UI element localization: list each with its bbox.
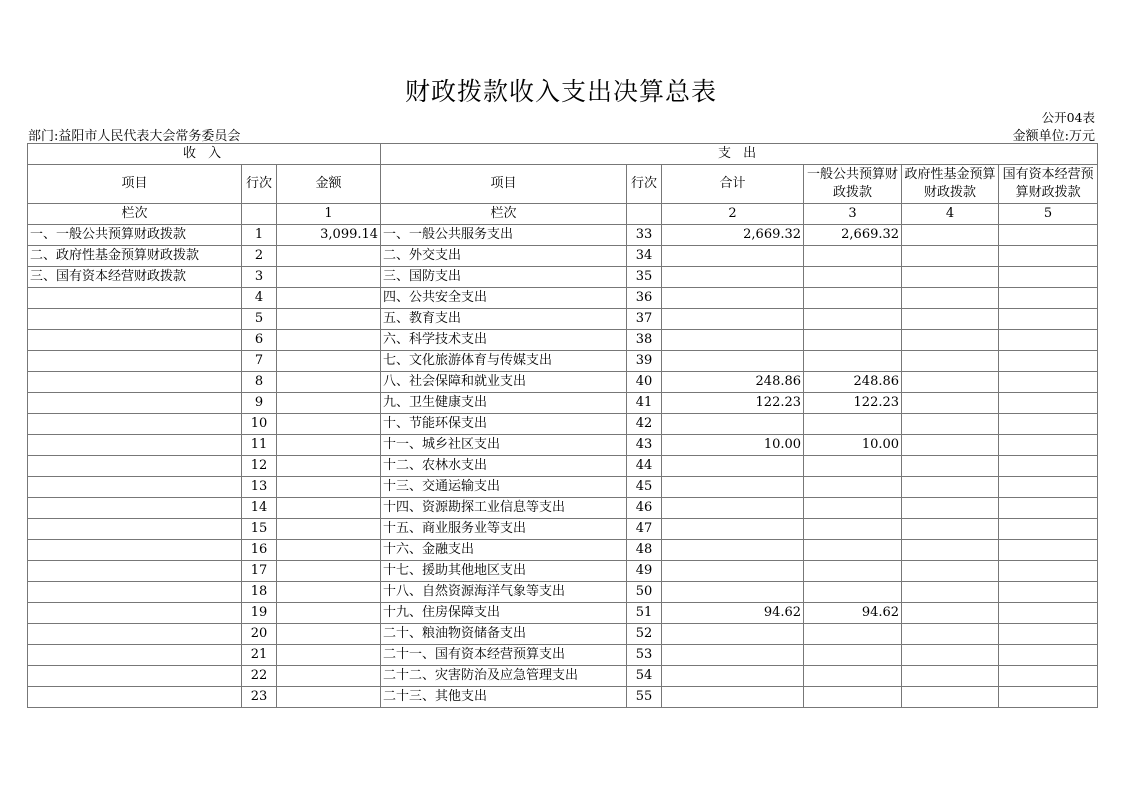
expense-row-no: 45	[627, 477, 662, 498]
expense-gov-fund	[902, 645, 999, 666]
expense-gov-fund	[902, 246, 999, 267]
expense-gov-fund	[902, 393, 999, 414]
table-row	[28, 561, 1098, 582]
income-item	[28, 519, 242, 540]
income-item	[28, 456, 242, 477]
expense-general-budget	[804, 498, 902, 519]
expense-gov-fund	[902, 666, 999, 687]
table-row	[28, 225, 1098, 246]
income-item	[28, 477, 242, 498]
expense-general-budget	[804, 645, 902, 666]
expense-row-no: 39	[627, 351, 662, 372]
expense-general-budget: 94.62	[804, 603, 902, 624]
expense-state-capital	[999, 246, 1098, 267]
expense-state-capital	[999, 519, 1098, 540]
expense-general-budget	[804, 582, 902, 603]
expense-total: 10.00	[662, 435, 804, 456]
expense-general-budget: 122.23	[804, 393, 902, 414]
expense-row-no: 41	[627, 393, 662, 414]
expense-total	[662, 288, 804, 309]
income-amount	[277, 477, 381, 498]
expense-general-budget	[804, 456, 902, 477]
expense-item: 六、科学技术支出	[381, 330, 627, 351]
expense-state-capital	[999, 414, 1098, 435]
expense-item: 二十一、国有资本经营预算支出	[381, 645, 627, 666]
income-amount	[277, 414, 381, 435]
expense-item: 八、社会保障和就业支出	[381, 372, 627, 393]
income-row-no: 19	[242, 603, 277, 624]
expense-item: 十五、商业服务业等支出	[381, 519, 627, 540]
income-amount	[277, 456, 381, 477]
expense-gov-fund	[902, 456, 999, 477]
table-row	[28, 414, 1098, 435]
col-header-amount: 金额	[277, 165, 381, 204]
col-header-general-budget: 一般公共预算财政拨款	[804, 165, 902, 204]
income-item	[28, 603, 242, 624]
expense-row-no: 36	[627, 288, 662, 309]
income-amount	[277, 519, 381, 540]
expense-gov-fund	[902, 582, 999, 603]
expense-row-no: 52	[627, 624, 662, 645]
expense-total	[662, 540, 804, 561]
expense-row-no: 38	[627, 330, 662, 351]
expense-general-budget: 10.00	[804, 435, 902, 456]
expense-state-capital	[999, 372, 1098, 393]
expense-item: 三、国防支出	[381, 267, 627, 288]
table-row	[28, 603, 1098, 624]
expense-row-no: 49	[627, 561, 662, 582]
expense-total	[662, 645, 804, 666]
expense-gov-fund	[902, 288, 999, 309]
expense-total	[662, 477, 804, 498]
expense-state-capital	[999, 477, 1098, 498]
table-row	[28, 645, 1098, 666]
expense-state-capital	[999, 267, 1098, 288]
expense-item: 十八、自然资源海洋气象等支出	[381, 582, 627, 603]
expense-row-no: 55	[627, 687, 662, 708]
expense-general-budget	[804, 540, 902, 561]
income-item	[28, 624, 242, 645]
income-amount	[277, 309, 381, 330]
expense-state-capital	[999, 498, 1098, 519]
table-row	[28, 498, 1098, 519]
table-row	[28, 267, 1098, 288]
expense-gov-fund	[902, 603, 999, 624]
expense-state-capital	[999, 624, 1098, 645]
expense-state-capital	[999, 603, 1098, 624]
expense-state-capital	[999, 225, 1098, 246]
income-amount	[277, 645, 381, 666]
expense-item: 十四、资源勘探工业信息等支出	[381, 498, 627, 519]
expense-state-capital	[999, 687, 1098, 708]
expense-item: 十三、交通运输支出	[381, 477, 627, 498]
expense-general-budget: 2,669.32	[804, 225, 902, 246]
income-item	[28, 435, 242, 456]
expense-total	[662, 330, 804, 351]
expense-state-capital	[999, 582, 1098, 603]
income-row-no: 15	[242, 519, 277, 540]
expense-header: 支 出	[381, 144, 1098, 165]
expense-total	[662, 624, 804, 645]
col-blank	[242, 204, 277, 225]
income-item	[28, 561, 242, 582]
expense-general-budget	[804, 519, 902, 540]
expense-item: 二十二、灾害防治及应急管理支出	[381, 666, 627, 687]
income-row-no: 16	[242, 540, 277, 561]
income-row-no: 5	[242, 309, 277, 330]
expense-total: 2,669.32	[662, 225, 804, 246]
expense-gov-fund	[902, 309, 999, 330]
table-row	[28, 456, 1098, 477]
income-item	[28, 687, 242, 708]
income-amount	[277, 624, 381, 645]
expense-gov-fund	[902, 477, 999, 498]
expense-state-capital	[999, 435, 1098, 456]
income-item	[28, 582, 242, 603]
unit-label: 金额单位:万元	[1012, 129, 1095, 144]
income-row-no: 12	[242, 456, 277, 477]
expense-gov-fund	[902, 225, 999, 246]
income-row-no: 3	[242, 267, 277, 288]
col-number-5: 5	[999, 204, 1098, 225]
expense-row-no: 50	[627, 582, 662, 603]
header-row-columns	[28, 165, 1098, 204]
income-amount	[277, 288, 381, 309]
expense-general-budget	[804, 246, 902, 267]
income-item: 三、国有资本经营财政拨款	[28, 267, 242, 288]
table-row	[28, 540, 1098, 561]
income-row-no: 2	[242, 246, 277, 267]
expense-total	[662, 246, 804, 267]
expense-item: 十九、住房保障支出	[381, 603, 627, 624]
expense-general-budget	[804, 624, 902, 645]
col-header-item2: 项目	[381, 165, 627, 204]
expense-gov-fund	[902, 330, 999, 351]
expense-item: 十、节能环保支出	[381, 414, 627, 435]
table-row	[28, 309, 1098, 330]
expense-row-no: 44	[627, 456, 662, 477]
table-row	[28, 246, 1098, 267]
income-amount	[277, 498, 381, 519]
expense-item: 十七、援助其他地区支出	[381, 561, 627, 582]
income-amount	[277, 351, 381, 372]
income-item	[28, 393, 242, 414]
income-row-no: 13	[242, 477, 277, 498]
col-number-3: 3	[804, 204, 902, 225]
expense-row-no: 46	[627, 498, 662, 519]
table-row	[28, 624, 1098, 645]
header-row-col-numbers	[28, 204, 1098, 225]
expense-item: 二十、粮油物资储备支出	[381, 624, 627, 645]
expense-general-budget	[804, 309, 902, 330]
income-row-no: 14	[242, 498, 277, 519]
table-row	[28, 582, 1098, 603]
income-row-no: 23	[242, 687, 277, 708]
expense-row-no: 43	[627, 435, 662, 456]
income-row-no: 11	[242, 435, 277, 456]
table-row	[28, 687, 1098, 708]
income-item	[28, 666, 242, 687]
expense-total	[662, 519, 804, 540]
expense-row-no: 33	[627, 225, 662, 246]
col-blank2	[627, 204, 662, 225]
header-row-sections	[28, 144, 1098, 165]
expense-gov-fund	[902, 519, 999, 540]
income-row-no: 20	[242, 624, 277, 645]
expense-gov-fund	[902, 687, 999, 708]
expense-total	[662, 414, 804, 435]
expense-general-budget	[804, 687, 902, 708]
expense-row-no: 37	[627, 309, 662, 330]
col-number-4: 4	[902, 204, 999, 225]
income-item	[28, 288, 242, 309]
income-row-no: 4	[242, 288, 277, 309]
expense-general-budget	[804, 666, 902, 687]
table-row	[28, 372, 1098, 393]
income-amount	[277, 393, 381, 414]
expense-total: 248.86	[662, 372, 804, 393]
expense-general-budget	[804, 477, 902, 498]
expense-total	[662, 456, 804, 477]
income-row-no: 7	[242, 351, 277, 372]
expense-row-no: 47	[627, 519, 662, 540]
expense-total: 94.62	[662, 603, 804, 624]
income-row-no: 8	[242, 372, 277, 393]
income-amount	[277, 687, 381, 708]
income-item	[28, 645, 242, 666]
income-row-no: 22	[242, 666, 277, 687]
income-item	[28, 372, 242, 393]
col-label2: 栏次	[381, 204, 627, 225]
expense-total	[662, 582, 804, 603]
expense-item: 二、外交支出	[381, 246, 627, 267]
expense-row-no: 34	[627, 246, 662, 267]
income-amount	[277, 582, 381, 603]
col-label: 栏次	[28, 204, 242, 225]
expense-row-no: 48	[627, 540, 662, 561]
expense-item: 四、公共安全支出	[381, 288, 627, 309]
income-item	[28, 330, 242, 351]
expense-item: 一、一般公共服务支出	[381, 225, 627, 246]
expense-item: 二十三、其他支出	[381, 687, 627, 708]
page-title: 财政拨款收入支出决算总表	[404, 77, 717, 106]
table-row	[28, 330, 1098, 351]
expense-state-capital	[999, 309, 1098, 330]
income-amount	[277, 561, 381, 582]
table-row	[28, 519, 1098, 540]
income-row-no: 10	[242, 414, 277, 435]
col-number-1: 1	[277, 204, 381, 225]
income-row-no: 17	[242, 561, 277, 582]
income-amount	[277, 372, 381, 393]
expense-general-budget	[804, 561, 902, 582]
expense-state-capital	[999, 540, 1098, 561]
expense-gov-fund	[902, 498, 999, 519]
expense-general-budget	[804, 267, 902, 288]
expense-item: 五、教育支出	[381, 309, 627, 330]
expense-item: 十六、金融支出	[381, 540, 627, 561]
income-amount	[277, 267, 381, 288]
expense-total	[662, 267, 804, 288]
table-row	[28, 666, 1098, 687]
income-row-no: 6	[242, 330, 277, 351]
expense-row-no: 42	[627, 414, 662, 435]
expense-state-capital	[999, 561, 1098, 582]
expense-total	[662, 351, 804, 372]
expense-gov-fund	[902, 540, 999, 561]
expense-state-capital	[999, 351, 1098, 372]
income-amount	[277, 435, 381, 456]
col-number-2: 2	[662, 204, 804, 225]
col-header-item: 项目	[28, 165, 242, 204]
expense-gov-fund	[902, 435, 999, 456]
expense-row-no: 40	[627, 372, 662, 393]
income-amount	[277, 540, 381, 561]
expense-general-budget: 248.86	[804, 372, 902, 393]
fiscal-summary-table	[27, 143, 1098, 708]
expense-item: 九、卫生健康支出	[381, 393, 627, 414]
expense-general-budget	[804, 351, 902, 372]
expense-row-no: 53	[627, 645, 662, 666]
col-header-total: 合计	[662, 165, 804, 204]
expense-total	[662, 498, 804, 519]
income-header: 收 入	[28, 144, 381, 165]
expense-state-capital	[999, 393, 1098, 414]
table-row	[28, 288, 1098, 309]
expense-state-capital	[999, 288, 1098, 309]
expense-state-capital	[999, 645, 1098, 666]
expense-general-budget	[804, 288, 902, 309]
expense-item: 七、文化旅游体育与传媒支出	[381, 351, 627, 372]
expense-gov-fund	[902, 414, 999, 435]
table-row	[28, 477, 1098, 498]
income-item	[28, 540, 242, 561]
expense-row-no: 54	[627, 666, 662, 687]
expense-total	[662, 687, 804, 708]
expense-state-capital	[999, 456, 1098, 477]
table-row	[28, 435, 1098, 456]
income-amount: 3,099.14	[277, 225, 381, 246]
income-amount	[277, 246, 381, 267]
income-row-no: 21	[242, 645, 277, 666]
income-item: 二、政府性基金预算财政拨款	[28, 246, 242, 267]
expense-total	[662, 666, 804, 687]
income-item: 一、一般公共预算财政拨款	[28, 225, 242, 246]
expense-gov-fund	[902, 267, 999, 288]
table-row	[28, 393, 1098, 414]
expense-item: 十一、城乡社区支出	[381, 435, 627, 456]
expense-gov-fund	[902, 624, 999, 645]
income-item	[28, 414, 242, 435]
expense-gov-fund	[902, 372, 999, 393]
expense-general-budget	[804, 414, 902, 435]
expense-item: 十二、农林水支出	[381, 456, 627, 477]
income-item	[28, 498, 242, 519]
expense-state-capital	[999, 666, 1098, 687]
income-row-no: 9	[242, 393, 277, 414]
col-header-gov-fund: 政府性基金预算财政拨款	[902, 165, 999, 204]
expense-row-no: 35	[627, 267, 662, 288]
income-row-no: 18	[242, 582, 277, 603]
expense-general-budget	[804, 330, 902, 351]
expense-gov-fund	[902, 351, 999, 372]
table-row	[28, 351, 1098, 372]
col-header-row-no2: 行次	[627, 165, 662, 204]
income-amount	[277, 603, 381, 624]
income-row-no: 1	[242, 225, 277, 246]
income-amount	[277, 666, 381, 687]
expense-total: 122.23	[662, 393, 804, 414]
income-item	[28, 309, 242, 330]
expense-state-capital	[999, 330, 1098, 351]
col-header-state-capital: 国有资本经营预算财政拨款	[999, 165, 1098, 204]
expense-row-no: 51	[627, 603, 662, 624]
expense-gov-fund	[902, 561, 999, 582]
income-amount	[277, 330, 381, 351]
col-header-row-no: 行次	[242, 165, 277, 204]
expense-total	[662, 561, 804, 582]
expense-total	[662, 309, 804, 330]
department-label: 部门:益阳市人民代表大会常务委员会	[28, 129, 241, 144]
form-code: 公开04表	[1041, 110, 1095, 125]
income-item	[28, 351, 242, 372]
